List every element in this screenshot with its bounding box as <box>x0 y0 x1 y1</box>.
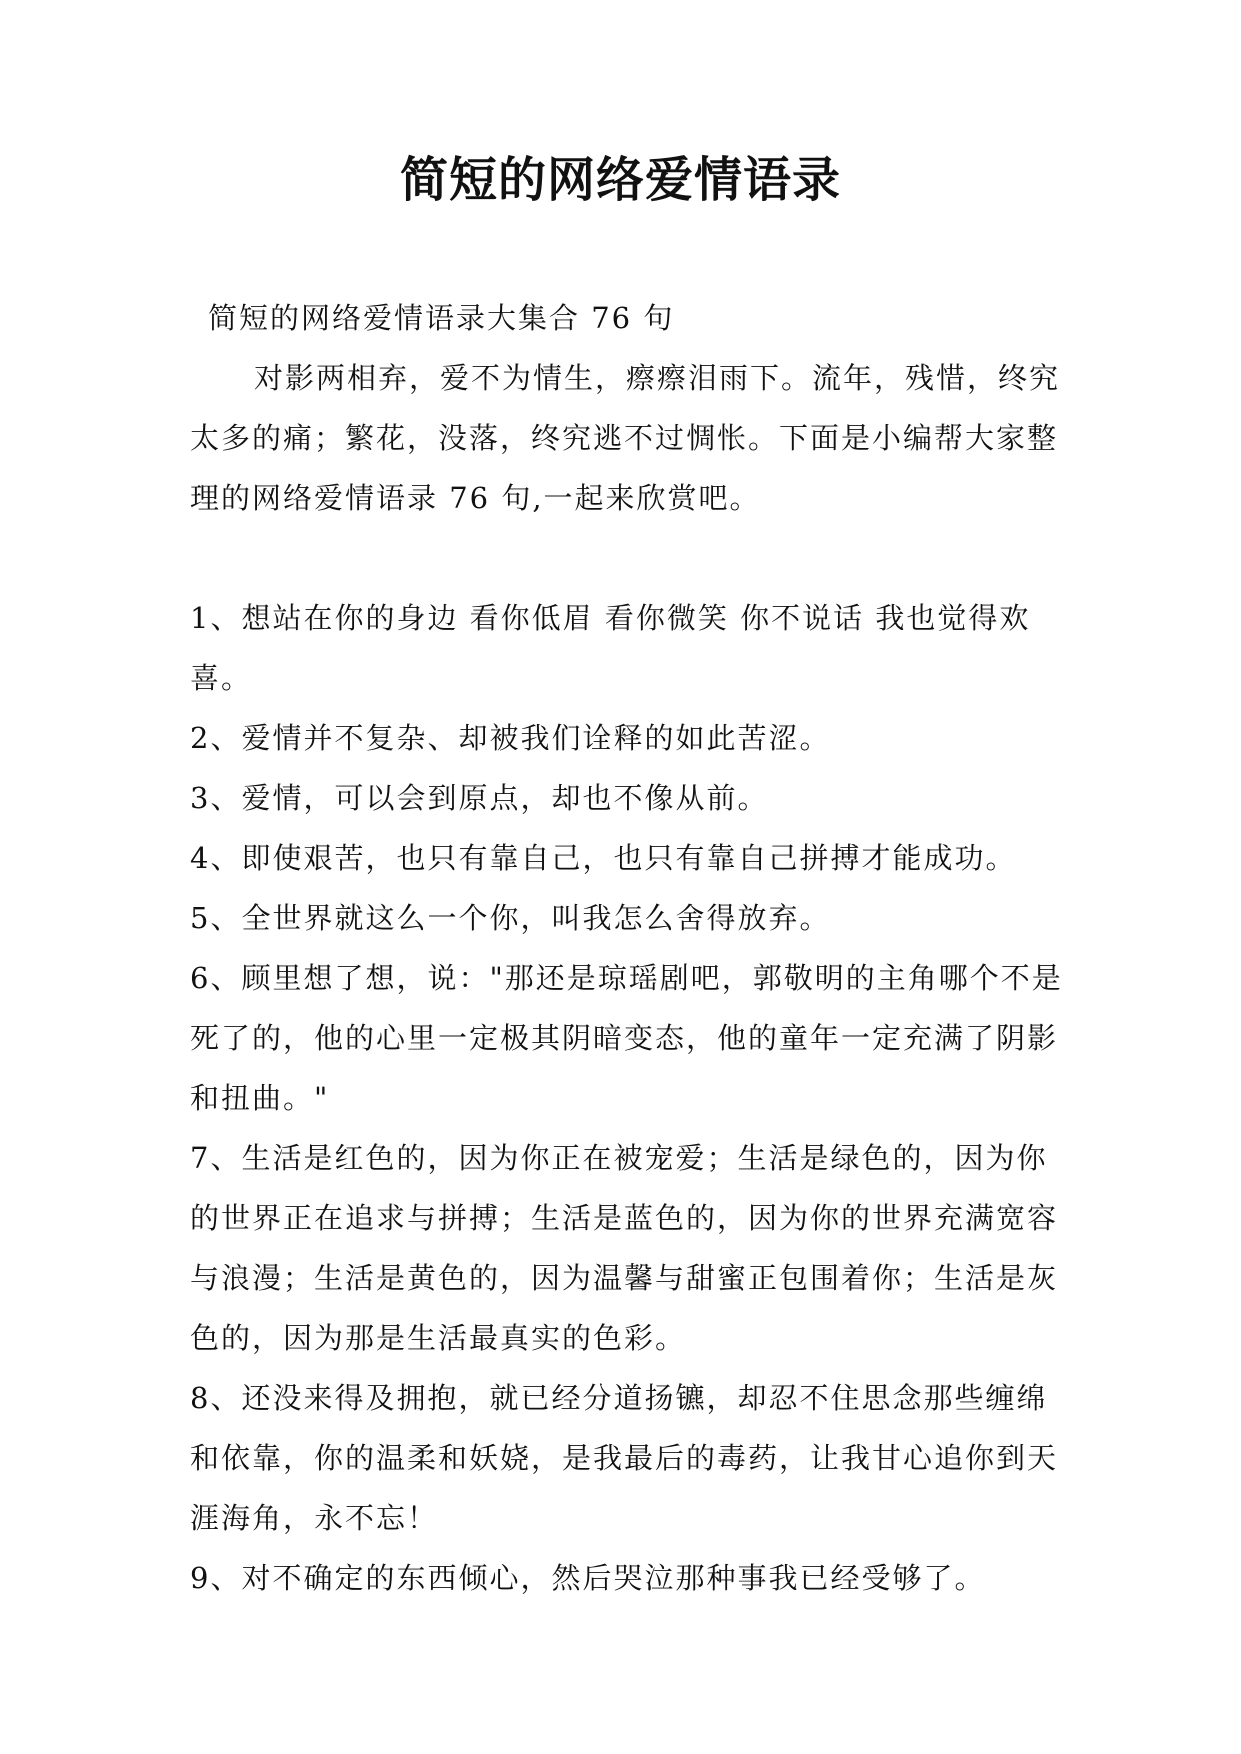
quote-item-1: 1、想站在你的身边 看你低眉 看你微笑 你不说话 我也觉得欢喜。 <box>190 601 1031 695</box>
intro-paragraph: 对影两相弃，爱不为情生，瘵瘵泪雨下。流年，残惜，终究太多的痛；繁花，没落，终究逃不过惆怅。下面是小编帮大家整理的网络爱情语录 76 句,一起来欣赏吧。 <box>190 361 1061 515</box>
document-subtitle: 简短的网络爱情语录大集合 76 句 <box>208 301 675 335</box>
quote-item-5: 5、全世界就这么一个你，叫我怎么舍得放弃。 <box>190 901 831 935</box>
quote-item-9: 9、对不确定的东西倾心，然后哭泣那种事我已经受够了。 <box>190 1561 986 1595</box>
quote-item-3: 3、爱情，可以会到原点，却也不像从前。 <box>190 781 769 815</box>
document-body <box>190 288 1070 1608</box>
quote-item-2: 2、爱情并不复杂、却被我们诠释的如此苦涩。 <box>190 721 831 755</box>
quote-item-4: 4、即使艰苦，也只有靠自己，也只有靠自己拼搏才能成功。 <box>190 841 1017 875</box>
quote-item-8: 8、还没来得及拥抱，就已经分道扬镳，却忍不住思念那些缠绵和依靠，你的温柔和妖娆，是我最后的毒药，让我甘心追你到天涯海角，永不忘！ <box>190 1381 1059 1535</box>
quote-item-6: 6、顾里想了想，说："那还是琼瑶剧吧，郭敬明的主角哪个不是死了的，他的心里一定极其阴暗变态，他的童年一定充满了阴影和扭曲。" <box>190 961 1063 1115</box>
quote-item-7: 7、生活是红色的，因为你正在被宠爱；生活是绿色的，因为你的世界正在追求与拼搏；生活是蓝色的，因为你的世界充满宽容与浪漫；生活是黄色的，因为温馨与甜蜜正包围着你；生活是灰色的，因为那是生活最真实的色彩。 <box>190 1141 1059 1355</box>
document-title: 简短的网络爱情语录 <box>399 152 841 208</box>
paragraph-spacer <box>190 528 1070 588</box>
